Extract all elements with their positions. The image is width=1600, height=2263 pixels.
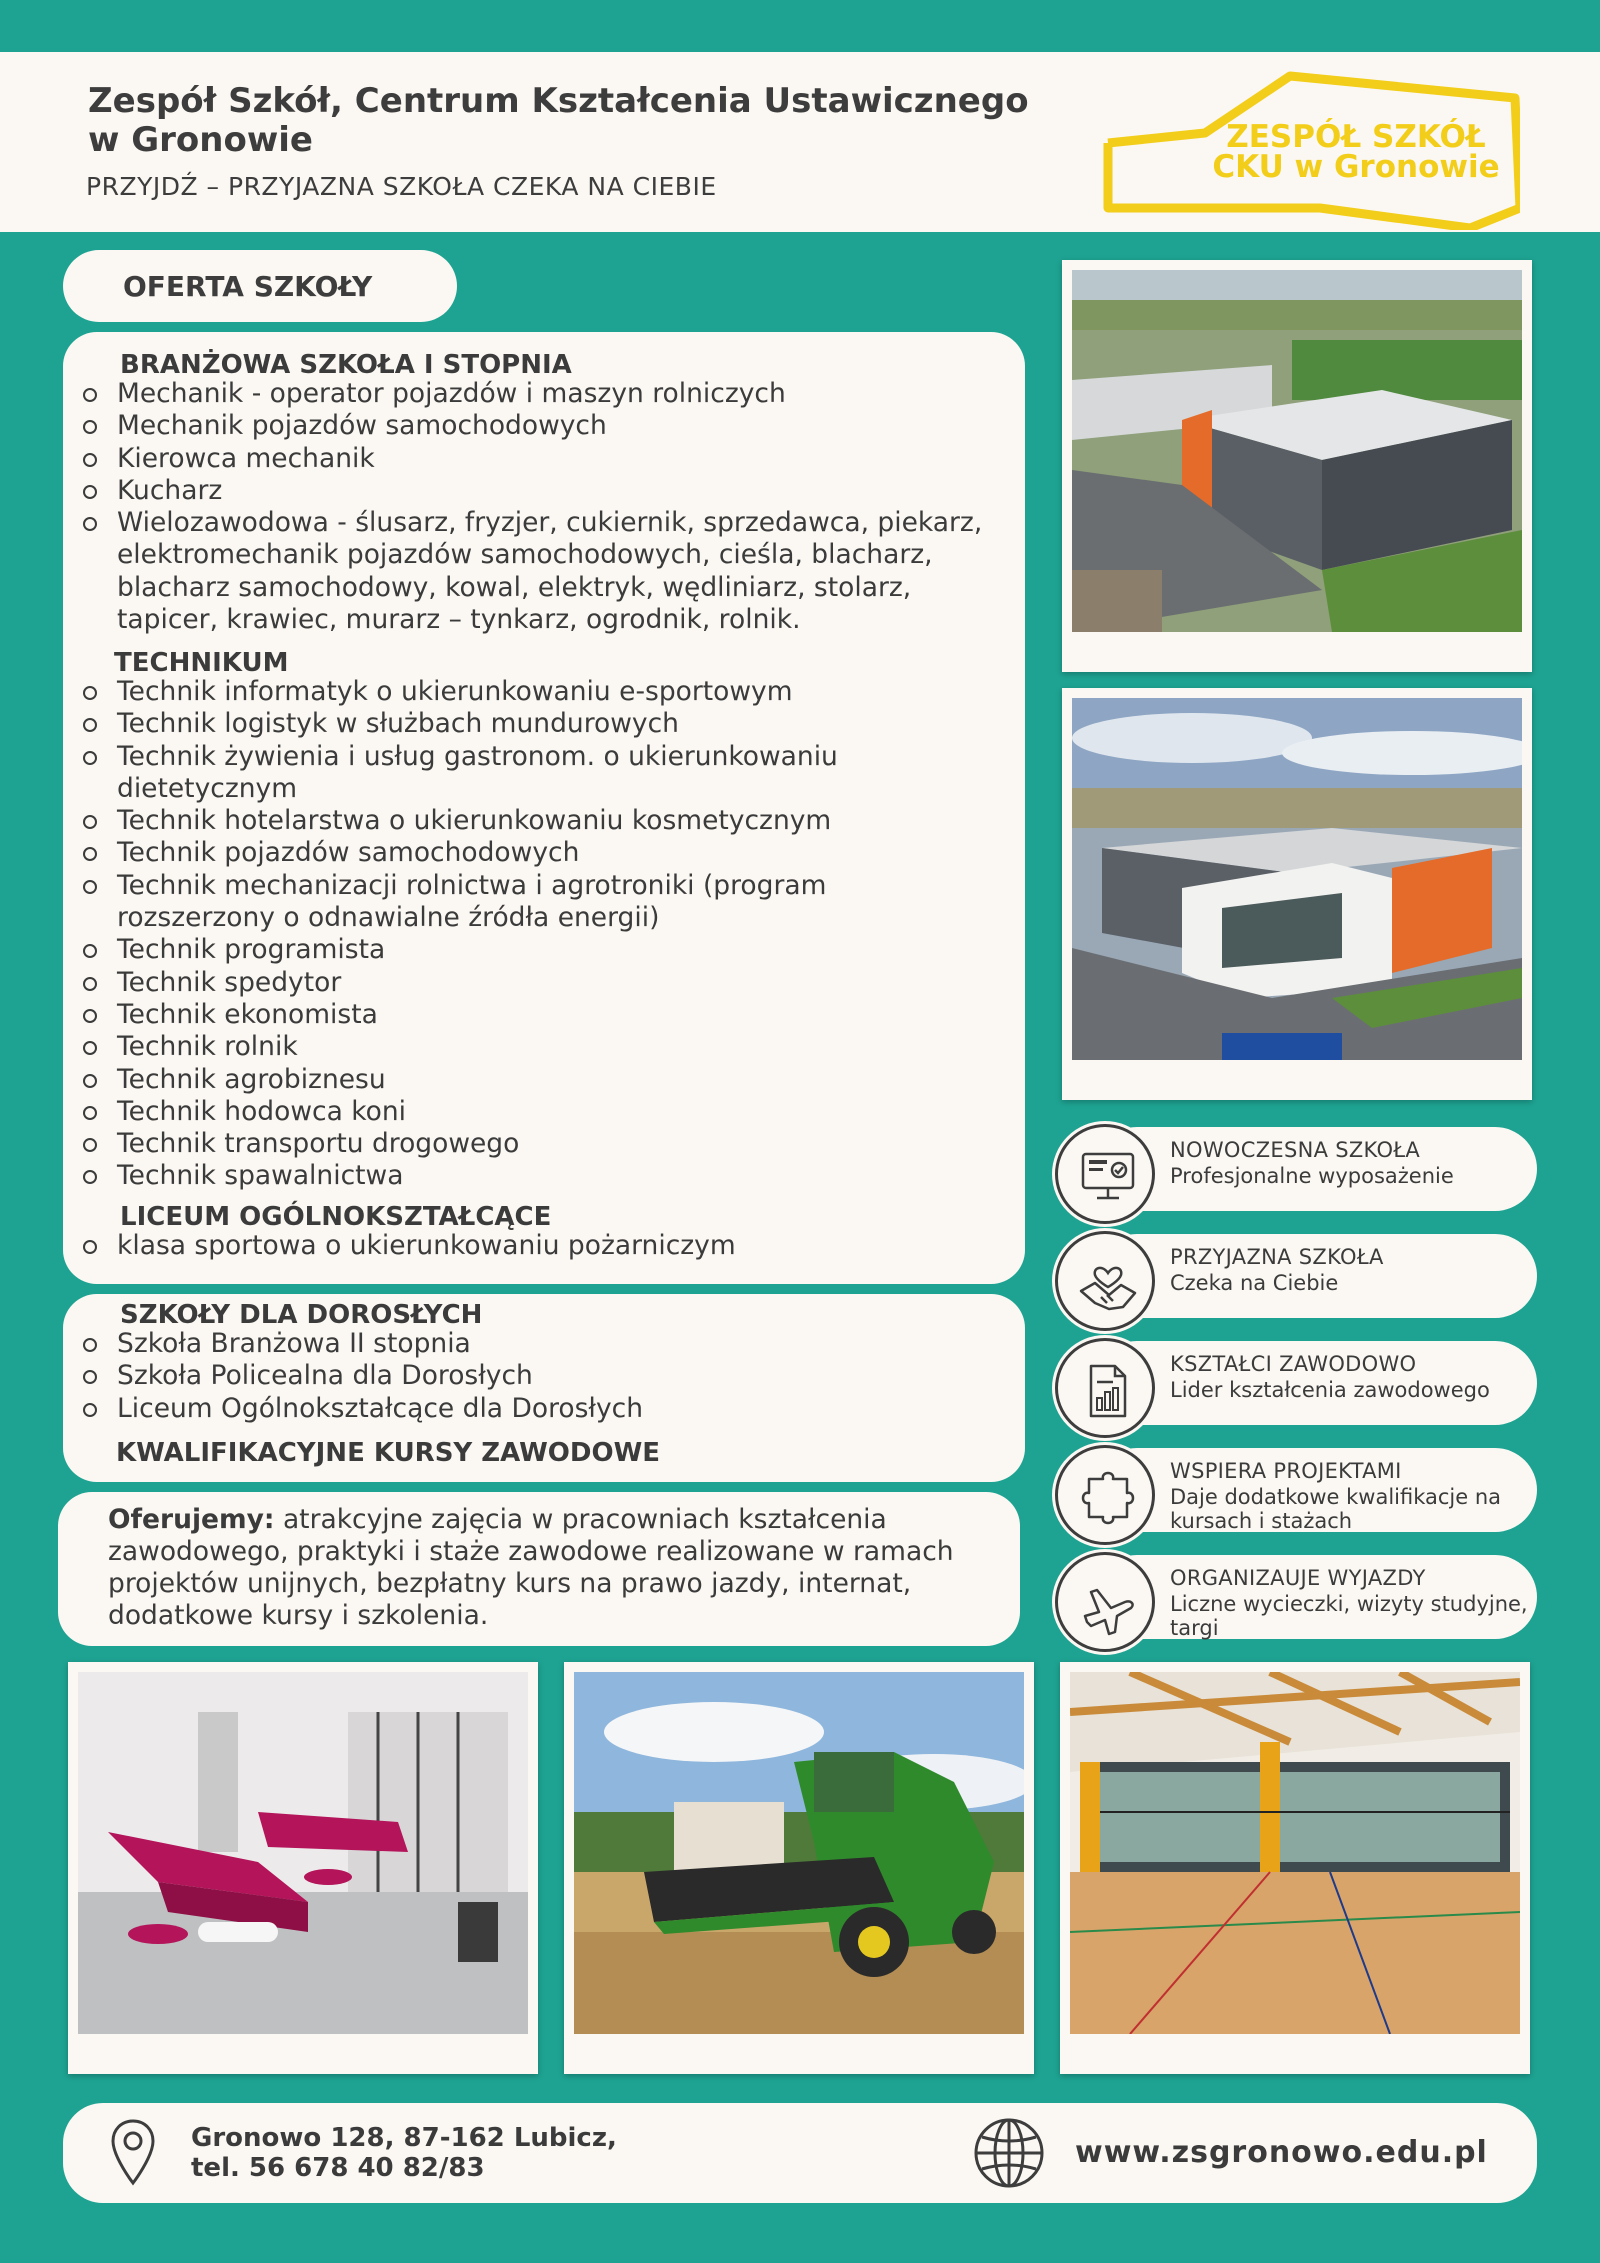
- feature-friendly-school: [1055, 1231, 1537, 1317]
- list-item: Mechanik pojazdów samochodowych: [80, 410, 1010, 442]
- globe-icon: [973, 2117, 1045, 2189]
- website-link[interactable]: www.zsgronowo.edu.pl: [1075, 2135, 1488, 2170]
- feature-title: WSPIERA PROJEKTAMI: [1170, 1459, 1402, 1483]
- list-item: Technik spawalnictwa: [80, 1160, 980, 1192]
- dorosli-heading: SZKOŁY DLA DOROSŁYCH: [120, 1300, 483, 1330]
- list-item: Technik hodowca koni: [80, 1096, 980, 1128]
- logo-line-1: ZESPÓŁ SZKÓŁ: [1226, 119, 1486, 155]
- footer-bar: [63, 2103, 1537, 2203]
- list-item: Kucharz: [80, 475, 1010, 507]
- list-item: Wielozawodowa - ślusarz, fryzjer, cukiernik, sprzedawca, piekarz, elektromechanik pojazdów samochodowych, cieśla, blacharz, blacharz samochodowy, kowal, elektryk, wędliniarz, stolarz, tapicer, krawiec, murarz – tynkarz, ogrodnik, rolnik.: [80, 507, 1010, 636]
- list-item: Technik transportu drogowego: [80, 1128, 980, 1160]
- list-item: Szkoła Branżowa II stopnia: [80, 1328, 980, 1360]
- feature-trips: [1055, 1552, 1537, 1638]
- offer-body: atrakcyjne zajęcia w pracowniach kształcenia zawodowego, praktyki i staże zawodowe realizowane w ramach projektów unijnych, bezpłatny kurs na prawo jazdy, internat, dodatkowe kursy i szkolenia.: [108, 1504, 954, 1631]
- liceum-list: [80, 1230, 980, 1262]
- sports-hall-side-image: [1072, 698, 1522, 1060]
- offer-text: [108, 1504, 988, 1632]
- branzowa-list: [80, 378, 1010, 636]
- list-item: klasa sportowa o ukierunkowaniu pożarniczym: [80, 1230, 980, 1262]
- list-item: Liceum Ogólnokształcące dla Dorosłych: [80, 1393, 980, 1425]
- list-item: Technik logistyk w służbach mundurowych: [80, 708, 980, 740]
- feature-title: KSZTAŁCI ZAWODOWO: [1170, 1352, 1417, 1376]
- technikum-heading: TECHNIKUM: [114, 648, 289, 678]
- list-item: Technik informatyk o ukierunkowaniu e-sportowym: [80, 676, 980, 708]
- logo-text: [1206, 119, 1506, 185]
- header-band: [0, 52, 1600, 232]
- list-item: Kierowca mechanik: [80, 443, 1010, 475]
- address: [191, 2123, 617, 2183]
- feature-desc: Liczne wycieczki, wizyty studyjne, targi: [1170, 1592, 1528, 1640]
- list-item: Technik spedytor: [80, 967, 980, 999]
- dorosli-list: [80, 1328, 980, 1425]
- offer-label: OFERTA SZKOŁY: [123, 270, 373, 303]
- combine-harvester-image: [574, 1672, 1024, 2034]
- handshake-icon: [1055, 1231, 1155, 1331]
- puzzle-icon: [1055, 1445, 1155, 1545]
- offer-label-pill: [63, 250, 457, 322]
- computer-icon: [1055, 1124, 1155, 1224]
- cosmetic-room-image: [78, 1672, 528, 2034]
- logo-line-2: CKU w Gronowie: [1212, 149, 1500, 185]
- photo-sports-hall-interior: [1060, 1662, 1530, 2074]
- list-item: Technik mechanizacji rolnictwa i agrotroniki (program rozszerzony o odnawialne źródła energii): [80, 870, 980, 935]
- feature-desc: Czeka na Ciebie: [1170, 1271, 1339, 1295]
- list-item: Technik pojazdów samochodowych: [80, 837, 980, 869]
- list-item: Technik ekonomista: [80, 999, 980, 1031]
- school-slogan: PRZYJDŹ – PRZYJAZNA SZKOŁA CZEKA NA CIEBIE: [86, 172, 717, 201]
- document-chart-icon: [1055, 1338, 1155, 1438]
- list-item: Technik programista: [80, 934, 980, 966]
- list-item: Technik agrobiznesu: [80, 1064, 980, 1096]
- programs-card: [63, 332, 1025, 1284]
- school-title: Zespół Szkół, Centrum Kształcenia Ustawicznego w Gronowie: [88, 81, 1029, 160]
- technikum-list: [80, 676, 980, 1193]
- list-item: Szkoła Policealna dla Dorosłych: [80, 1360, 980, 1392]
- sports-hall-interior-image: [1070, 1672, 1520, 2034]
- feature-desc: Lider kształcenia zawodowego: [1170, 1378, 1490, 1402]
- list-item: Technik rolnik: [80, 1031, 980, 1063]
- offer-card: [58, 1492, 1020, 1646]
- feature-title: NOWOCZESNA SZKOŁA: [1170, 1138, 1421, 1162]
- photo-combine-harvester: [564, 1662, 1034, 2074]
- photo-sports-hall-aerial: [1062, 260, 1532, 672]
- feature-title: ORGANIZAUJE WYJAZDY: [1170, 1566, 1426, 1590]
- list-item: Technik hotelarstwa o ukierunkowaniu kosmetycznym: [80, 805, 980, 837]
- adult-schools-card: [63, 1294, 1025, 1482]
- phone-line: tel. 56 678 40 82/83: [191, 2153, 485, 2183]
- feature-desc: Daje dodatkowe kwalifikacje na kursach i stażach: [1170, 1485, 1502, 1533]
- sports-hall-aerial-image: [1072, 270, 1522, 632]
- feature-modern-school: [1055, 1124, 1537, 1210]
- address-line-1: Gronowo 128, 87-162 Lubicz,: [191, 2123, 617, 2153]
- school-logo: [1090, 58, 1520, 230]
- liceum-heading: LICEUM OGÓLNOKSZTAŁCĄCE: [120, 1202, 552, 1232]
- list-item: Mechanik - operator pojazdów i maszyn rolniczych: [80, 378, 1010, 410]
- photo-sports-hall-side: [1062, 688, 1532, 1100]
- feature-desc: Profesjonalne wyposażenie: [1170, 1164, 1454, 1188]
- feature-vocational: [1055, 1338, 1537, 1424]
- photo-cosmetic-room: [68, 1662, 538, 2074]
- feature-projects: [1055, 1445, 1537, 1531]
- branzowa-heading: BRANŻOWA SZKOŁA I STOPNIA: [120, 350, 572, 380]
- airplane-icon: [1055, 1552, 1155, 1652]
- feature-title: PRZYJAZNA SZKOŁA: [1170, 1245, 1384, 1269]
- list-item: Technik żywienia i usług gastronom. o ukierunkowaniu dietetycznym: [80, 741, 980, 806]
- kursy-heading: KWALIFIKACYJNE KURSY ZAWODOWE: [116, 1438, 661, 1468]
- offer-lead: Oferujemy:: [108, 1504, 275, 1535]
- location-pin-icon: [108, 2117, 158, 2189]
